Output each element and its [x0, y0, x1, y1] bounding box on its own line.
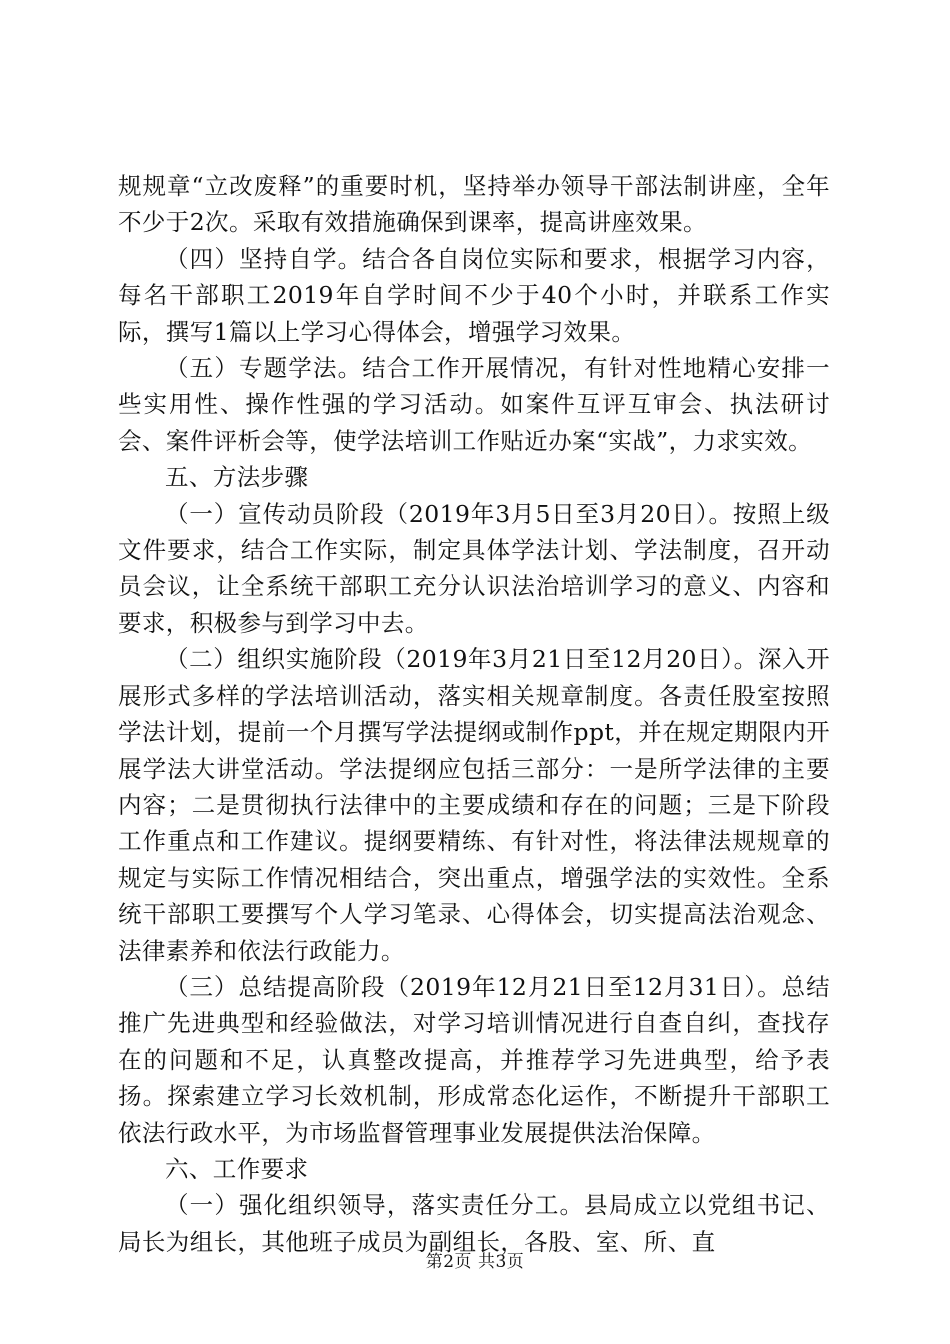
document-body: [118, 168, 830, 1260]
section-heading: 六、工作要求: [165, 1154, 309, 1183]
paragraph: （三）总结提高阶段（2019年12月21日至12月31日）。总结推广先进典型和经验做法，对学习培训情况进行自查自纠，查找存在的问题和不足，认真整改提高，并推荐学习先进典型，给予表扬。探索建立学习长效机制，形成常态化运作，不断提升干部职工依法行政水平，为市场监督管理事业发展提供法治保障。: [118, 972, 830, 1147]
paragraph: （五）专题学法。结合工作开展情况，有针对性地精心安排一些实用性、操作性强的学习活动。如案件互评互审会、执法研讨会、案件评析会等，使学法培训工作贴近办案“实战”，力求实效。: [118, 354, 830, 455]
paragraph: 规规章“立改废释”的重要时机，坚持举办领导干部法制讲座，全年不少于2次。采取有效措施确保到课率，提高讲座效果。: [118, 172, 830, 237]
paragraph: （一）强化组织领导，落实责任分工。县局成立以党组书记、局长为组长，其他班子成员为副组长，各股、室、所、直: [118, 1191, 830, 1256]
paragraph: （二）组织实施阶段（2019年3月21日至12月20日）。深入开展形式多样的学法培训活动，落实相关规章制度。各责任股室按照学法计划，提前一个月撰写学法提纲或制作ppt，并在规定期限内开展学法大讲堂活动。学法提纲应包括三部分：一是所学法律的主要内容；二是贯彻执行法律中的主要成绩和存在的问题；三是下阶段工作重点和工作建议。提纲要精练、有针对性，将法律法规规章的规定与实际工作情况相结合，突出重点，增强学法的实效性。全系统干部职工要撰写个人学习笔录、心得体会，切实提高法治观念、法律素养和依法行政能力。: [118, 645, 830, 965]
paragraph: （四）坚持自学。结合各自岗位实际和要求，根据学习内容，每名干部职工2019年自学时间不少于40个小时，并联系工作实际，撰写1篇以上学习心得体会，增强学习效果。: [118, 244, 830, 346]
paragraph: （一）宣传动员阶段（2019年3月5日至3月20日）。按照上级文件要求，结合工作实际，制定具体学法计划、学法制度，召开动员会议，让全系统干部职工充分认识法治培训学习的意义、内容和要求，积极参与到学习中去。: [118, 499, 830, 637]
page-footer: 第2页 共3页: [425, 1252, 525, 1272]
section-heading: 五、方法步骤: [165, 463, 309, 492]
